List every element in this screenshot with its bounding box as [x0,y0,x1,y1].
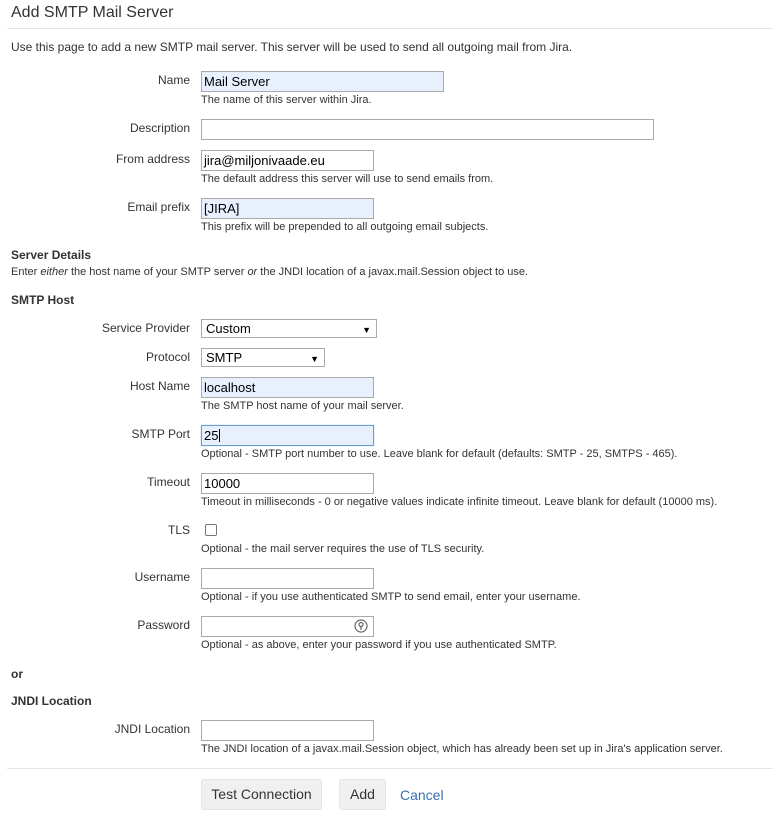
tls-label: TLS [167,523,190,537]
host-name-label: Host Name [129,379,190,393]
jndi-location-label: JNDI Location [114,722,190,736]
jndi-location-heading: JNDI Location [11,694,92,708]
timeout-label: Timeout [147,475,190,489]
smtp-port-label: SMTP Port [131,427,190,441]
or-separator: or [11,667,23,681]
password-hint: Optional - as above, enter your password if you use authenticated SMTP. [201,639,557,651]
smtp-host-heading: SMTP Host [11,293,75,307]
test-connection-button[interactable]: Test Connection [201,779,322,810]
username-label: Username [134,570,190,584]
chevron-down-icon: ▼ [310,354,319,364]
service-provider-label: Service Provider [101,321,190,335]
page-intro: Use this page to add a new SMTP mail server. This server will be used to send all outgoing mail from Jira. [11,40,573,54]
smtp-port-hint: Optional - SMTP port number to use. Leave blank for default (defaults: SMTP - 25, SMTPS - 465). [201,448,678,460]
server-details-heading: Server Details [11,248,92,262]
email-prefix-input[interactable]: [JIRA] [201,198,374,219]
cancel-link[interactable]: Cancel [400,787,444,803]
page-title: Add SMTP Mail Server [11,4,174,21]
description-label: Description [129,121,190,135]
service-provider-select[interactable]: Custom ▼ [201,319,377,338]
email-prefix-label: Email prefix [127,200,190,214]
username-hint: Optional - if you use authenticated SMTP to send email, enter your username. [201,591,581,603]
username-input[interactable] [201,568,374,589]
password-label: Password [137,618,190,632]
email-prefix-hint: This prefix will be prepended to all outgoing email subjects. [201,221,489,233]
add-button[interactable]: Add [339,779,386,810]
protocol-label: Protocol [145,350,190,364]
host-name-hint: The SMTP host name of your mail server. [201,400,404,412]
footer-divider [7,768,773,769]
smtp-port-input[interactable]: 25 [201,425,374,446]
title-divider [7,28,773,29]
description-input[interactable] [201,119,654,140]
from-address-input[interactable]: jira@miljonivaade.eu [201,150,374,171]
jndi-location-input[interactable] [201,720,374,741]
tls-hint: Optional - the mail server requires the use of TLS security. [201,543,485,555]
name-hint: The name of this server within Jira. [201,94,372,106]
from-address-hint: The default address this server will use to send emails from. [201,173,494,185]
from-address-label: From address [115,152,190,166]
protocol-select[interactable]: SMTP ▼ [201,348,325,367]
timeout-input[interactable]: 10000 [201,473,374,494]
password-manager-icon[interactable] [354,619,368,633]
text-caret [219,429,220,442]
name-input[interactable]: Mail Server [201,71,444,92]
chevron-down-icon: ▼ [362,325,371,335]
tls-checkbox[interactable] [205,524,217,536]
password-input[interactable] [201,616,374,637]
server-details-description: Enter either the host name of your SMTP server or the JNDI location of a javax.mail.Session object to use. [11,266,529,278]
jndi-location-hint: The JNDI location of a javax.mail.Session object, which has already been set up in Jira's application server. [201,743,723,755]
name-label: Name [157,73,190,87]
timeout-hint: Timeout in milliseconds - 0 or negative values indicate infinite timeout. Leave blank for default (10000 ms). [201,496,718,508]
host-name-input[interactable]: localhost [201,377,374,398]
